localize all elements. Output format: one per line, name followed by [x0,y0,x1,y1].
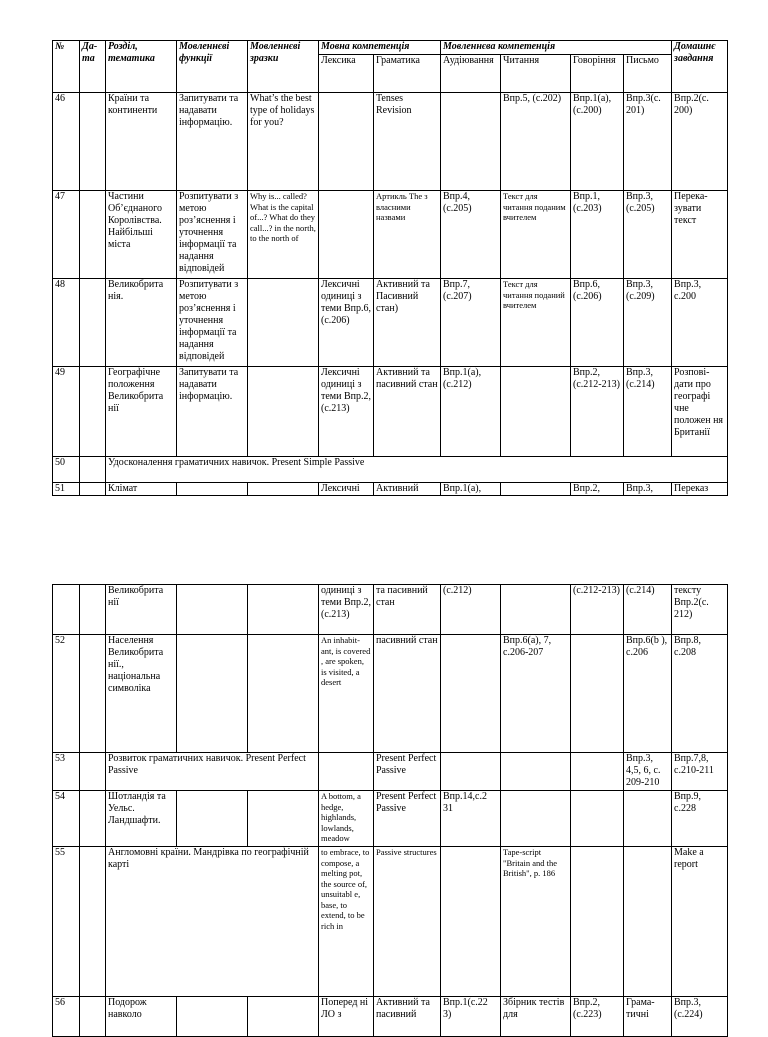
row-writing [624,791,672,847]
header-speaking: Говоріння [571,55,624,93]
header-listening: Аудіювання [441,55,501,93]
row-homework: Переказ [672,483,728,496]
table-row [53,635,728,753]
row-grammar: пасивний стан [374,635,441,753]
row-topic: Населення Великобрита нії., національна символіка [106,635,177,753]
row-samples [248,635,319,753]
header-samples: Мовленнєві зразки [248,41,319,93]
row-topic: Частини Об’єднаного Королівства. Найбільші міста [106,191,177,279]
row-homework: Перека-зувати текст [672,191,728,279]
row-samples [248,367,319,457]
row-writing: Впр.3, (с.214) [624,367,672,457]
row-functions: Розпитувати з метою роз’яснення і уточнення інформації та надання відповідей [177,279,248,367]
row-samples [248,997,319,1037]
row-listening: Впр.1(с.22 3) [441,997,501,1037]
row-samples: What’s the best type of holidays for you? [248,93,319,191]
row-speaking [571,635,624,753]
row-speaking: (с.212-213) [571,585,624,635]
row-grammar: Активний [374,483,441,496]
row-homework: Впр.3, (с.224) [672,997,728,1037]
table-row [53,93,728,191]
row-grammar: Present Perfect Passive [374,753,441,791]
row-grammar: Активний та пасивний [374,997,441,1037]
header-grammar: Граматика [374,55,441,93]
row-topic: Великобрита нія. [106,279,177,367]
row-vocabulary: to embrace, to compose, a melting pot, the source of, unsuitabl e, base, to extend, to be rich in [319,847,374,997]
row-reading: Впр.6(а), 7, с.206-207 [501,635,571,753]
row-topic: Подорож навколо [106,997,177,1037]
row-number: 47 [53,191,80,279]
row-date [80,367,106,457]
row-functions [177,585,248,635]
row-reading: Текст для читання поданий вчителем [501,279,571,367]
row-homework: Make a report [672,847,728,997]
table-row [53,847,728,997]
row-reading [501,483,571,496]
row-listening [441,753,501,791]
table-row [53,483,728,496]
row-merged-topic: Удосконалення граматичних навичок. Present Simple Passive [106,457,728,483]
row-grammar: Passive structures [374,847,441,997]
row-writing: Грама-тичні [624,997,672,1037]
row-listening: (с.212) [441,585,501,635]
row-writing: Впр.3, 4,5, 6, с. 209-210 [624,753,672,791]
row-number: 56 [53,997,80,1037]
header-functions: Мовленнєві функції [177,41,248,93]
row-listening: Впр.4, (с.205) [441,191,501,279]
row-homework: Впр.9, с.228 [672,791,728,847]
row-number: 48 [53,279,80,367]
header-date: Да-та [80,41,106,93]
row-reading: Впр.5, (с.202) [501,93,571,191]
row-listening [441,635,501,753]
header-speech-competence: Мовленнєва компетенція [441,41,672,55]
row-speaking [571,753,624,791]
header-topic: Розділ, тематика [106,41,177,93]
table-row [53,997,728,1037]
row-topic: Країни та континенти [106,93,177,191]
row-date [80,93,106,191]
table-row [53,191,728,279]
row-speaking: Впр.2, (с.212-213) [571,367,624,457]
row-reading: Tape-script "Britain and the British", p. 186 [501,847,571,997]
row-number: 54 [53,791,80,847]
row-reading: Збірник тестів для [501,997,571,1037]
row-date [80,483,106,496]
row-date [80,791,106,847]
lesson-plan-table-top [52,40,728,496]
row-reading [501,753,571,791]
table-row [53,585,728,635]
row-vocabulary [319,191,374,279]
row-speaking: Впр.2, (с.223) [571,997,624,1037]
row-reading: Текст для читання поданим вчителем [501,191,571,279]
row-samples [248,279,319,367]
header-writing: Письмо [624,55,672,93]
row-writing: Впр.3, (с.209) [624,279,672,367]
row-homework: Впр.8, с.208 [672,635,728,753]
row-speaking: Впр.1, (с.203) [571,191,624,279]
row-samples [248,791,319,847]
row-merged-topic: Розвиток граматичних навичок. Present Perfect Passive [106,753,319,791]
row-topic: Шотландія та Уельс. Ландшафти. [106,791,177,847]
row-samples [248,483,319,496]
row-speaking: Впр.1(а), (с.200) [571,93,624,191]
row-writing: Впр.6(b ), с.206 [624,635,672,753]
table-row [53,279,728,367]
row-listening [441,93,501,191]
row-vocabulary [319,93,374,191]
row-date [80,585,106,635]
header-homework: Домашнє завдання [672,41,728,93]
row-reading [501,791,571,847]
row-writing: Впр.3, (с.205) [624,191,672,279]
row-vocabulary: одиниці з теми Впр.2, (с.213) [319,585,374,635]
row-vocabulary: Лексичні [319,483,374,496]
row-listening: Впр.1(а), [441,483,501,496]
row-date [80,847,106,997]
row-vocabulary [319,753,374,791]
row-functions: Запитувати та надавати інформацію. [177,367,248,457]
row-listening: Впр.1(а), (с.212) [441,367,501,457]
row-grammar: Tenses Revision [374,93,441,191]
table-row [53,753,728,791]
header-vocabulary: Лексика [319,55,374,93]
row-speaking: Впр.6, (с.206) [571,279,624,367]
row-samples [248,585,319,635]
row-date [80,191,106,279]
row-number: 46 [53,93,80,191]
row-number: 53 [53,753,80,791]
row-functions [177,997,248,1037]
row-homework: Впр.2(с. 200) [672,93,728,191]
row-listening: Впр.14,с.2 31 [441,791,501,847]
header-number: № [53,41,80,93]
row-homework: Впр.7,8, с.210-211 [672,753,728,791]
row-listening: Впр.7, (с.207) [441,279,501,367]
row-number: 52 [53,635,80,753]
row-topic: Географічне положення Великобрита нії [106,367,177,457]
row-functions [177,483,248,496]
row-speaking [571,791,624,847]
table-row [53,791,728,847]
row-functions: Розпитувати з метою роз’яснення і уточнення інформації та надання відповідей [177,191,248,279]
row-grammar: Present Perfect Passive [374,791,441,847]
table-row [53,367,728,457]
row-writing: Впр.3(с. 201) [624,93,672,191]
row-date [80,997,106,1037]
row-functions [177,791,248,847]
row-grammar: Активний та пасивний стан [374,367,441,457]
row-samples: Why is... called? What is the capital of...? What do they call...? in the north, to the north of [248,191,319,279]
row-vocabulary: Поперед ні ЛО з [319,997,374,1037]
row-functions [177,635,248,753]
row-number: 51 [53,483,80,496]
lesson-plan-table-bottom [52,584,728,1037]
row-vocabulary: Лексичні одиниці з теми Впр.2, (с.213) [319,367,374,457]
row-vocabulary: A bottom, a hedge, highlands, lowlands, meadow [319,791,374,847]
row-speaking [571,847,624,997]
row-date [80,279,106,367]
row-functions: Запитувати та надавати інформацію. [177,93,248,191]
row-reading [501,585,571,635]
row-writing: (с.214) [624,585,672,635]
table-row [53,457,728,483]
row-number [53,585,80,635]
row-number: 49 [53,367,80,457]
row-speaking: Впр.2, [571,483,624,496]
row-writing [624,847,672,997]
row-writing: Впр.3, [624,483,672,496]
row-topic: Великобрита нії [106,585,177,635]
row-number: 50 [53,457,80,483]
row-number: 55 [53,847,80,997]
row-homework: Впр.3, с.200 [672,279,728,367]
row-topic: Клімат [106,483,177,496]
row-grammar: та пасивний стан [374,585,441,635]
row-merged-topic: Англомовні країни. Мандрівка по географічній карті [106,847,319,997]
row-homework: тексту Впр.2(с. 212) [672,585,728,635]
row-vocabulary: An inhabit-ant, is covered , are spoken, is visited, a desert [319,635,374,753]
header-language-competence: Мовна компетенція [319,41,441,55]
row-date [80,753,106,791]
row-date [80,457,106,483]
row-listening [441,847,501,997]
row-grammar: Артикль The з власними назвами [374,191,441,279]
row-reading [501,367,571,457]
row-date [80,635,106,753]
row-vocabulary: Лексичні одиниці з теми Впр.6, (с.206) [319,279,374,367]
row-grammar: Активний та Пасивний стан) [374,279,441,367]
header-reading: Читання [501,55,571,93]
row-homework: Розпові-дати про географі чне положен ня Британії [672,367,728,457]
